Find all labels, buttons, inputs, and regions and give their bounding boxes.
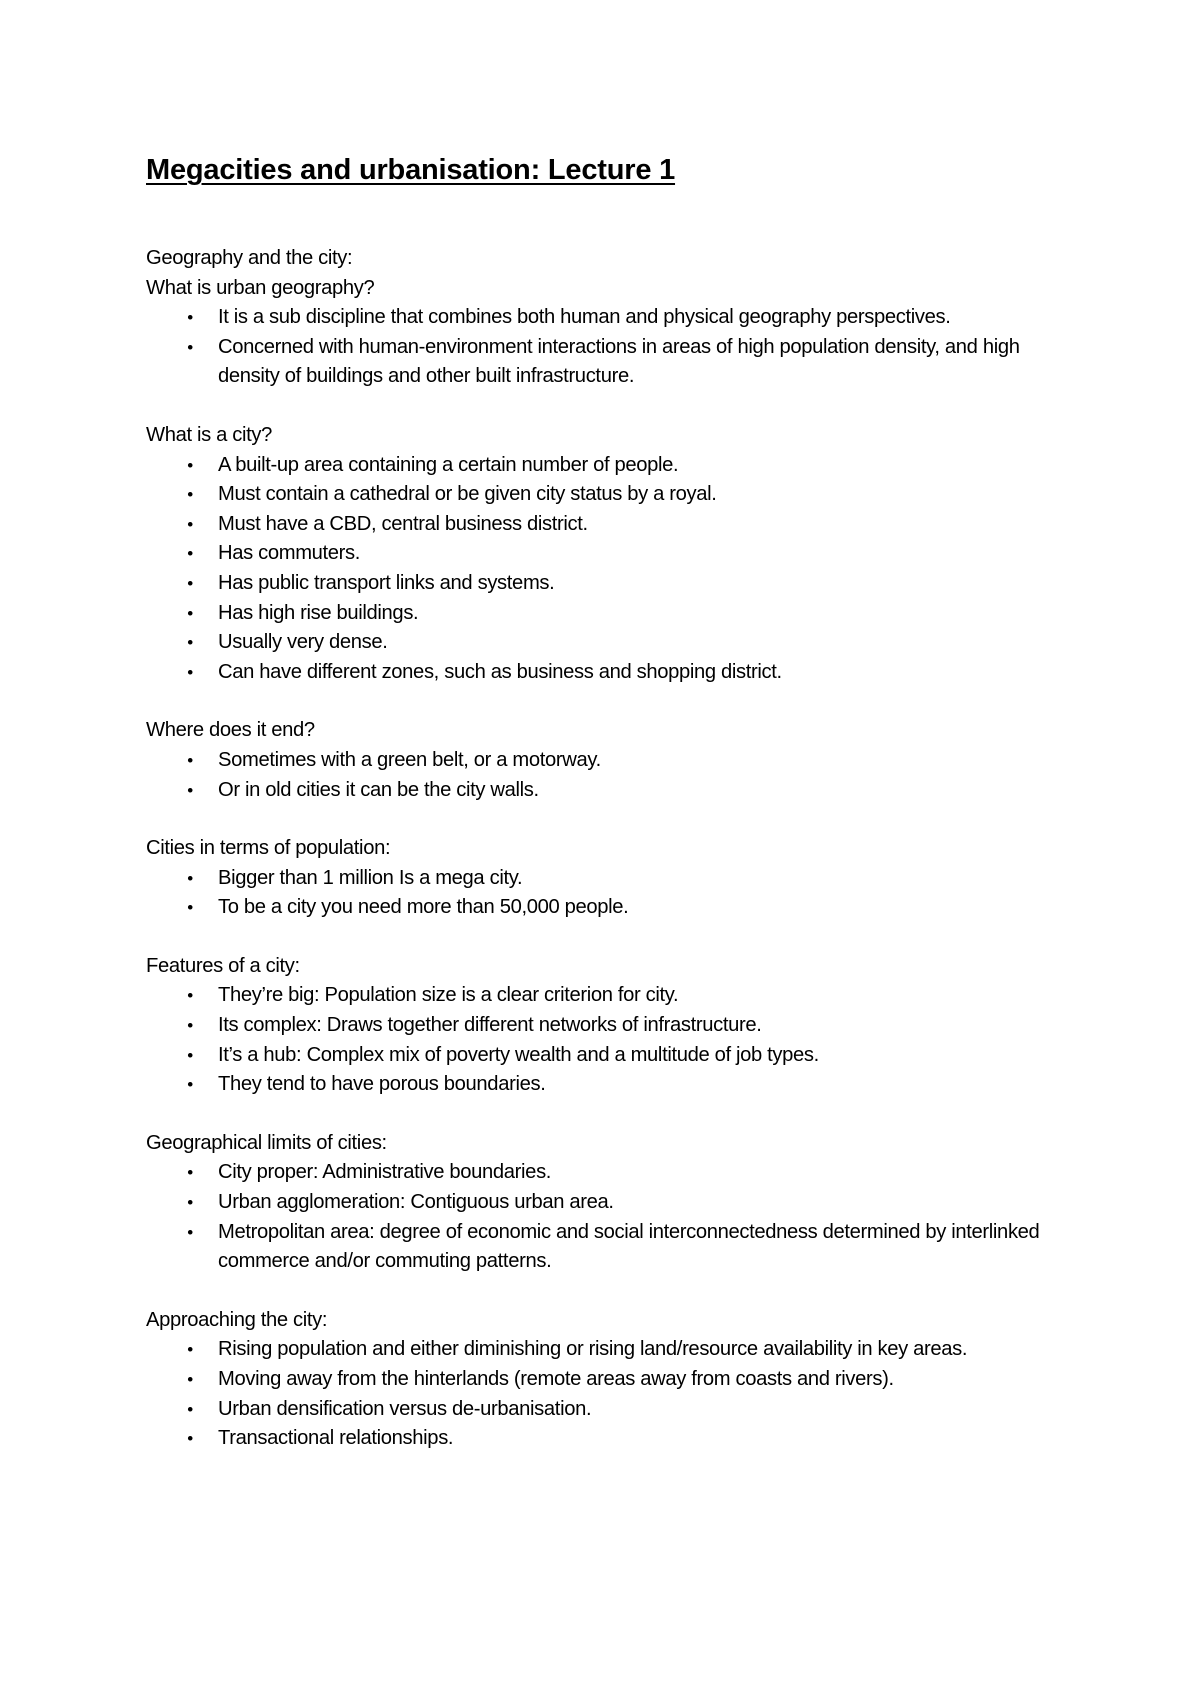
list-item xyxy=(187,1041,1086,1071)
list-item-text: A built-up area containing a certain number of people. xyxy=(218,453,679,476)
list-item-text: Concerned with human-environment interactions in areas of high population density, and high density of buildings and other built infrastructure. xyxy=(218,335,1020,388)
bullet-icon: • xyxy=(187,1045,193,1065)
list-item-text: Has commuters. xyxy=(218,542,361,565)
section-heading: What is urban geography? xyxy=(146,276,375,299)
list-item xyxy=(187,1011,1086,1041)
list-item xyxy=(187,746,1086,776)
bullet-icon: • xyxy=(187,1429,193,1449)
list-item xyxy=(187,480,1086,510)
section-heading: Geography and the city: xyxy=(146,247,353,269)
section-heading: What is a city? xyxy=(146,423,273,446)
list-item-text: Usually very dense. xyxy=(218,631,388,654)
section xyxy=(146,1129,1086,1277)
list-item xyxy=(187,1424,1086,1454)
bullet-list xyxy=(146,451,1086,688)
list-item-text: Urban agglomeration: Contiguous urban area. xyxy=(218,1191,614,1214)
bullet-icon: • xyxy=(187,986,193,1006)
bullet-icon: • xyxy=(187,1193,193,1213)
list-item-text: Its complex: Draws together different networks of infrastructure. xyxy=(218,1014,762,1037)
document-page xyxy=(146,150,1086,1483)
list-item xyxy=(187,1365,1086,1395)
list-item-text: They’re big: Population size is a clear criterion for city. xyxy=(218,984,679,1007)
bullet-icon: • xyxy=(187,485,193,505)
list-item xyxy=(187,1218,1086,1277)
bullet-icon: • xyxy=(187,1163,193,1183)
bullet-icon: • xyxy=(187,544,193,564)
section-heading: Features of a city: xyxy=(146,954,300,977)
section xyxy=(146,952,1086,1100)
list-item-text: It’s a hub: Complex mix of poverty wealth and a multitude of job types. xyxy=(218,1043,819,1066)
bullet-icon: • xyxy=(187,514,193,534)
list-item-text: Has high rise buildings. xyxy=(218,601,419,624)
list-item-text: Must have a CBD, central business district. xyxy=(218,512,588,535)
list-item-text: Moving away from the hinterlands (remote areas away from coasts and rivers). xyxy=(218,1368,894,1390)
list-item xyxy=(187,628,1086,658)
section xyxy=(146,1306,1086,1454)
bullet-icon: • xyxy=(187,455,193,475)
list-item xyxy=(187,981,1086,1011)
list-item-text: Rising population and either diminishing or rising land/resource availability in key areas. xyxy=(218,1338,968,1361)
list-item xyxy=(187,539,1086,569)
list-item-text: To be a city you need more than 50,000 people. xyxy=(218,896,629,919)
bullet-icon: • xyxy=(187,573,193,593)
list-item xyxy=(187,864,1086,894)
bullet-list xyxy=(146,1335,1086,1453)
list-item-text: Sometimes with a green belt, or a motorway. xyxy=(218,748,601,771)
list-item xyxy=(187,569,1086,599)
list-item-text: Has public transport links and systems. xyxy=(218,571,555,594)
list-item xyxy=(187,303,1086,333)
section-heading: Cities in terms of population: xyxy=(146,837,391,860)
document-body xyxy=(146,244,1086,1454)
bullet-icon: • xyxy=(187,868,193,888)
list-item xyxy=(187,658,1086,688)
section xyxy=(146,716,1086,805)
list-item xyxy=(187,333,1086,392)
section xyxy=(146,834,1086,923)
bullet-list xyxy=(146,303,1086,392)
bullet-icon: • xyxy=(187,337,193,357)
bullet-icon: • xyxy=(187,603,193,623)
list-item-text: They tend to have porous boundaries. xyxy=(218,1073,546,1096)
bullet-icon: • xyxy=(187,1075,193,1095)
bullet-icon: • xyxy=(187,1399,193,1419)
section xyxy=(146,421,1086,687)
list-item-text: City proper: Administrative boundaries. xyxy=(218,1161,552,1184)
list-item xyxy=(187,1395,1086,1425)
list-item xyxy=(187,510,1086,540)
list-item-text: Bigger than 1 million Is a mega city. xyxy=(218,866,523,889)
list-item-text: Transactional relationships. xyxy=(218,1427,454,1450)
section xyxy=(146,244,1086,392)
list-item xyxy=(187,451,1086,481)
bullet-icon: • xyxy=(187,662,193,682)
bullet-list xyxy=(146,864,1086,923)
bullet-icon: • xyxy=(187,1016,193,1036)
bullet-icon: • xyxy=(187,780,193,800)
bullet-icon: • xyxy=(187,750,193,770)
list-item xyxy=(187,893,1086,923)
list-item-text: Can have different zones, such as business and shopping district. xyxy=(218,660,782,683)
list-item xyxy=(187,1188,1086,1218)
list-item-text: Urban densification versus de-urbanisation. xyxy=(218,1397,592,1420)
list-item-text: Metropolitan area: degree of economic and social interconnectedness determined by interlinked commerce and/or commuting patterns. xyxy=(218,1220,1040,1273)
bullet-list xyxy=(146,746,1086,805)
bullet-icon: • xyxy=(187,1222,193,1242)
bullet-icon: • xyxy=(187,308,193,328)
bullet-icon: • xyxy=(187,1370,193,1389)
bullet-list xyxy=(146,981,1086,1099)
bullet-icon: • xyxy=(187,633,193,653)
list-item xyxy=(187,1070,1086,1100)
list-item-text: It is a sub discipline that combines both human and physical geography perspectives. xyxy=(218,306,951,329)
list-item xyxy=(187,1335,1086,1365)
bullet-list xyxy=(146,1158,1086,1276)
list-item-text: Must contain a cathedral or be given city status by a royal. xyxy=(218,483,717,506)
list-item xyxy=(187,776,1086,806)
list-item xyxy=(187,1158,1086,1188)
section-heading: Approaching the city: xyxy=(146,1308,328,1331)
bullet-icon: • xyxy=(187,1340,193,1360)
list-item-text: Or in old cities it can be the city walls. xyxy=(218,778,539,801)
bullet-icon: • xyxy=(187,898,193,918)
section-heading: Where does it end? xyxy=(146,719,315,742)
document-title: Megacities and urbanisation: Lecture 1 xyxy=(146,154,676,186)
list-item xyxy=(187,599,1086,629)
section-heading: Geographical limits of cities: xyxy=(146,1131,387,1154)
